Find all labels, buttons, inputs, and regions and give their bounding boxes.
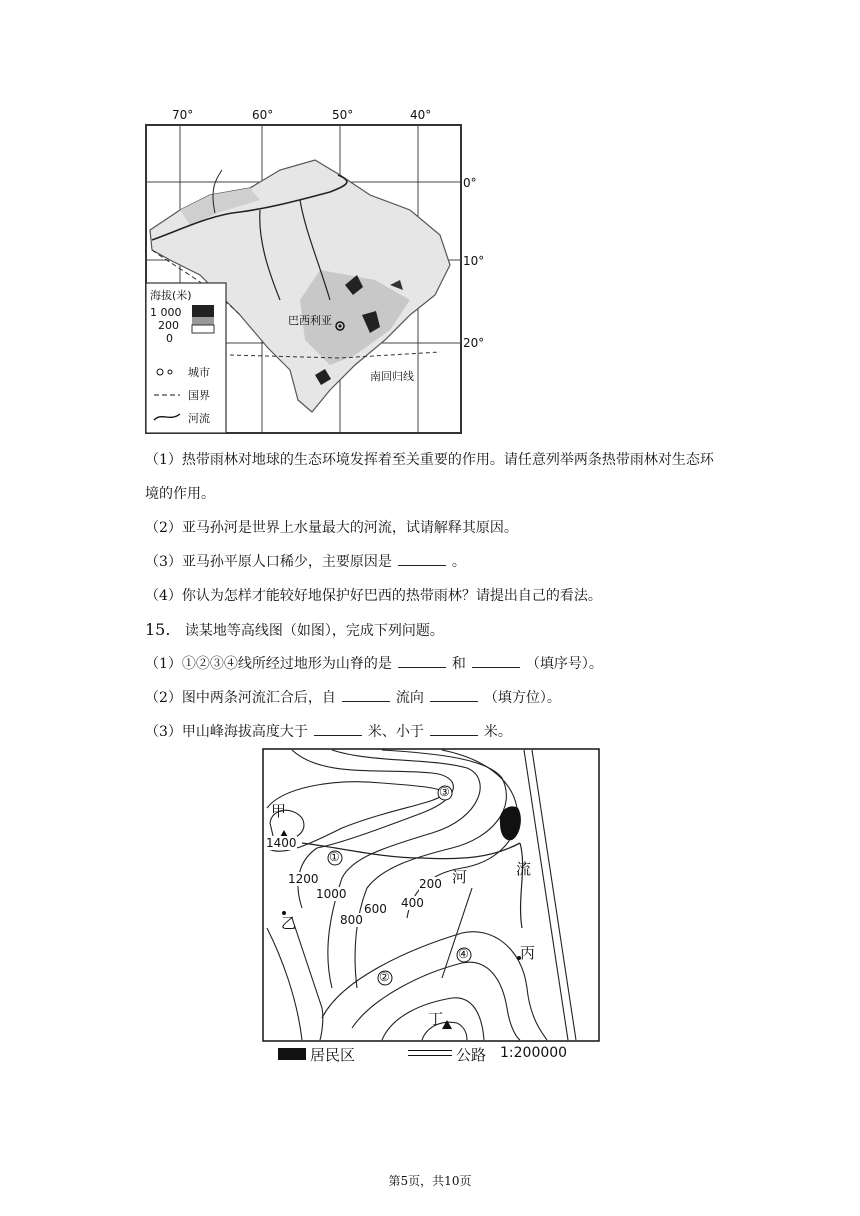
capital-label: 巴西利亚	[288, 314, 332, 327]
point-label-bing: 丙	[520, 944, 536, 962]
answer-blank[interactable]	[398, 553, 446, 566]
q14-part3	[145, 552, 466, 572]
settlement-legend-label: 居民区	[310, 1046, 356, 1064]
contour-label: 400	[401, 896, 424, 910]
q15-part2	[145, 688, 561, 708]
legend-border: 国界	[188, 389, 210, 402]
q15-part1	[145, 654, 603, 674]
answer-blank[interactable]	[398, 655, 446, 668]
road-legend-label: 公路	[456, 1046, 487, 1064]
peak-label-ding: 丁	[428, 1010, 444, 1028]
legend-level: 1 000	[150, 306, 182, 319]
lon-label: 60°	[252, 108, 274, 122]
lon-label: 50°	[332, 108, 354, 122]
contour-label: 800	[340, 913, 363, 927]
legend-title: 海拔(米)	[150, 289, 192, 302]
q15-stem-text: 读某地等高线图（如图），完成下列问题。	[184, 623, 444, 639]
lat-label: 0°	[463, 176, 477, 190]
legend-river: 河流	[188, 412, 210, 425]
answer-blank[interactable]	[430, 689, 478, 702]
q14-part1-line2: 境的作用。	[145, 486, 215, 502]
peak-label-jia: 甲	[271, 802, 287, 820]
contour-label: 1400	[266, 836, 297, 850]
river-label: 流	[516, 860, 532, 878]
river-label: 河	[452, 868, 468, 886]
q14-part1-line1: （1）热带雨林对地球的生态环境发挥着至关重要的作用。请任意列举两条热带雨林对生态环	[145, 452, 714, 468]
answer-blank[interactable]	[342, 689, 390, 702]
tropic-label: 南回归线	[370, 370, 414, 383]
q15-part1-and: 和	[451, 656, 466, 672]
contour-label: 200	[419, 877, 442, 891]
contour-label: 600	[364, 902, 387, 916]
settlement-legend-swatch	[278, 1048, 306, 1060]
q14-part3-text: （3）亚马孙平原人口稀少，主要原因是	[145, 554, 392, 570]
contour-label: 1200	[288, 872, 319, 886]
q15-part3-end: 米。	[483, 724, 512, 740]
marker-1: ①	[329, 850, 340, 864]
legend-level: 200	[158, 319, 179, 332]
q15-part3-text: （3）甲山峰海拔高度大于	[145, 724, 308, 740]
q15-part2-text: （2）图中两条河流汇合后，自	[145, 690, 336, 706]
marker-4: ④	[458, 947, 469, 961]
peak-label-yi: 乙	[281, 914, 297, 932]
marker-3: ③	[439, 785, 450, 799]
answer-blank[interactable]	[472, 655, 520, 668]
q14-part2: （2）亚马孙河是世界上水量最大的河流，试请解释其原因。	[145, 520, 518, 536]
q15-part1-text: （1）①②③④线所经过地形为山脊的是	[145, 656, 392, 672]
legend-level: 0	[166, 332, 173, 345]
q14-part4: （4）你认为怎样才能较好地保护好巴西的热带雨林？请提出自己的看法。	[145, 588, 602, 604]
lon-label: 40°	[410, 108, 432, 122]
question-number: 15.	[145, 620, 171, 639]
q15-part3	[145, 722, 512, 742]
q15-part2-end: （填方位）。	[483, 690, 561, 706]
q15-part3-mid: 米、小于	[367, 724, 424, 740]
road-legend-swatch	[408, 1050, 452, 1056]
q15-part2-mid: 流向	[395, 690, 424, 706]
lat-label: 20°	[463, 336, 485, 350]
page-footer: 第5页，共10页	[388, 1174, 472, 1188]
lon-label: 70°	[172, 108, 194, 122]
legend-city: 城市	[188, 366, 210, 379]
answer-blank[interactable]	[314, 723, 362, 736]
marker-2: ②	[379, 970, 390, 984]
answer-blank[interactable]	[430, 723, 478, 736]
lat-label: 10°	[463, 254, 485, 268]
map-scale: 1:200000	[500, 1045, 568, 1061]
contour-label: 1000	[316, 887, 347, 901]
contour-map	[262, 748, 600, 1043]
q15-part1-end: （填序号）。	[525, 656, 603, 672]
q15-stem	[145, 620, 444, 641]
q14-part3-end: 。	[451, 554, 466, 570]
